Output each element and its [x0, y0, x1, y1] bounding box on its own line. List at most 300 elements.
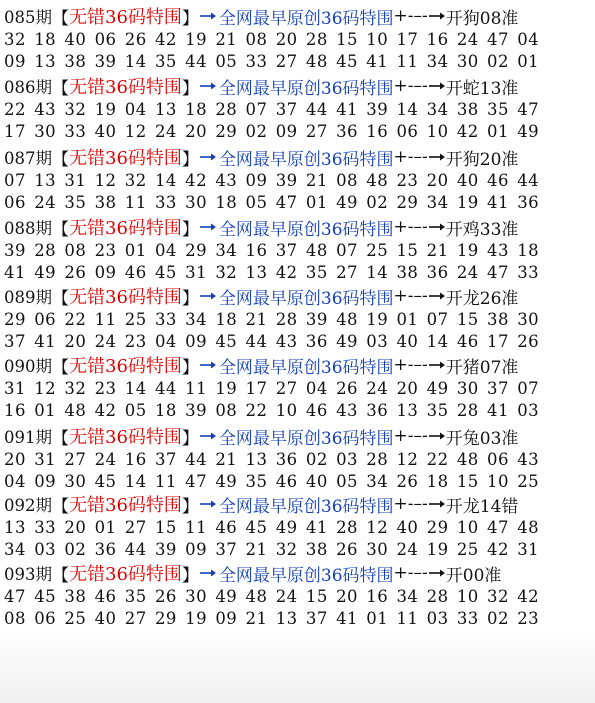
number-cell: 31	[34, 449, 57, 469]
number-cell: 41	[487, 192, 509, 212]
number-cell: 01	[305, 192, 328, 212]
number-cell: 24	[94, 331, 117, 351]
number-cell: 45	[215, 331, 238, 351]
number-cell: 21	[245, 539, 268, 559]
number-cell: 09	[185, 331, 208, 351]
number-cell: 39	[4, 240, 26, 260]
period-block	[4, 74, 592, 142]
period-header	[4, 353, 592, 377]
number-cell: 13	[154, 99, 177, 119]
number-cell: 40	[64, 29, 87, 49]
number-cell: 27	[275, 51, 298, 71]
number-cell: 04	[154, 331, 177, 351]
number-cell: 32	[124, 170, 147, 190]
number-cell: 45	[154, 262, 177, 282]
number-cell: 37	[275, 240, 298, 260]
number-cell: 26	[336, 539, 359, 559]
headline-text: 无错36码特围	[69, 287, 182, 308]
dash-text: +-–-	[393, 147, 428, 167]
bracket-left: 【	[52, 78, 69, 99]
arrow-right-icon	[428, 152, 446, 162]
bracket-right: 】	[181, 149, 199, 170]
number-cell: 30	[185, 192, 208, 212]
subtitle-text: 全网最早原创36码特围	[218, 288, 394, 309]
number-cell: 15	[456, 471, 479, 491]
number-cell: 29	[154, 608, 177, 628]
number-cell: 15	[154, 517, 177, 537]
number-cell: 28	[426, 586, 449, 606]
number-cell: 18	[154, 400, 177, 420]
number-cell: 28	[305, 29, 328, 49]
number-cell: 19	[215, 378, 238, 398]
number-cell: 12	[124, 121, 147, 141]
number-cell: 47	[275, 192, 298, 212]
subtitle-text: 全网最早原创36码特围	[218, 78, 394, 99]
arrow-right-icon	[428, 81, 446, 91]
number-cell: 38	[64, 586, 87, 606]
number-cell: 11	[185, 378, 208, 398]
period-block	[4, 353, 592, 421]
number-cell: 38	[456, 99, 479, 119]
number-cell: 20	[426, 170, 449, 190]
number-cell: 34	[366, 471, 389, 491]
number-cell: 30	[34, 121, 57, 141]
period-block	[4, 215, 592, 283]
number-cell: 11	[396, 608, 419, 628]
number-cell: 02	[366, 192, 389, 212]
number-cell: 23	[94, 240, 117, 260]
period-block	[4, 145, 592, 213]
issue-number: 087期	[4, 149, 52, 168]
number-cell: 17	[4, 121, 26, 141]
number-cell: 44	[185, 51, 208, 71]
number-cell: 32	[275, 539, 298, 559]
number-cell: 24	[94, 449, 117, 469]
number-cell: 31	[4, 378, 26, 398]
number-cell: 36	[426, 262, 449, 282]
number-cell: 20	[336, 586, 359, 606]
number-cell: 08	[64, 240, 87, 260]
number-row	[4, 120, 592, 142]
number-cell: 29	[185, 240, 208, 260]
number-cell: 04	[4, 471, 26, 491]
number-cell: 42	[456, 121, 479, 141]
number-cell: 27	[124, 608, 147, 628]
number-cell: 09	[4, 51, 26, 71]
number-cell: 02	[305, 449, 328, 469]
subtitle-text: 全网最早原创36码特围	[218, 496, 394, 517]
result-text: 开狗20准	[445, 149, 519, 170]
number-cell: 17	[487, 331, 509, 351]
number-cell: 14	[426, 331, 449, 351]
number-cell: 32	[215, 262, 238, 282]
number-cell: 18	[215, 309, 238, 329]
number-cell: 13	[34, 170, 57, 190]
issue-number: 085期	[4, 8, 52, 27]
number-cell: 49	[34, 262, 57, 282]
number-cell: 48	[517, 517, 540, 537]
number-cell: 03	[34, 539, 57, 559]
number-row	[4, 585, 592, 607]
number-cell: 49	[336, 331, 359, 351]
headline-text: 无错36码特围	[69, 148, 182, 169]
number-cell: 39	[94, 51, 117, 71]
number-cell: 44	[305, 99, 328, 119]
number-cell: 32	[487, 586, 509, 606]
number-cell: 47	[517, 99, 540, 119]
number-cell: 16	[245, 240, 268, 260]
number-cell: 28	[366, 449, 389, 469]
number-cell: 19	[456, 240, 479, 260]
number-cell: 41	[487, 400, 509, 420]
number-cell: 24	[154, 121, 177, 141]
number-row	[4, 516, 592, 538]
number-cell: 29	[4, 309, 26, 329]
number-cell: 07	[517, 378, 540, 398]
number-cell: 41	[366, 51, 389, 71]
number-cell: 48	[305, 51, 328, 71]
issue-number: 090期	[4, 357, 52, 376]
dash-text: +-–-	[393, 217, 428, 237]
number-cell: 01	[487, 121, 509, 141]
period-header	[4, 74, 592, 98]
number-cell: 29	[396, 192, 419, 212]
number-cell: 42	[185, 170, 208, 190]
number-cell: 41	[4, 262, 26, 282]
number-cell: 08	[245, 29, 268, 49]
arrow-right-icon	[199, 360, 217, 370]
number-cell: 29	[215, 121, 238, 141]
number-cell: 11	[154, 471, 177, 491]
number-cell: 43	[215, 170, 238, 190]
number-row	[4, 261, 592, 283]
number-cell: 33	[64, 121, 87, 141]
number-cell: 13	[245, 449, 268, 469]
number-row	[4, 377, 592, 399]
number-cell: 07	[4, 170, 26, 190]
number-cell: 49	[215, 586, 238, 606]
number-row	[4, 538, 592, 560]
number-cell: 14	[124, 51, 147, 71]
number-cell: 25	[64, 608, 87, 628]
issue-number: 093期	[4, 565, 52, 584]
number-cell: 24	[34, 192, 57, 212]
number-cell: 34	[426, 51, 449, 71]
number-cell: 09	[215, 608, 238, 628]
period-header	[4, 4, 592, 28]
number-cell: 40	[94, 121, 117, 141]
arrow-right-icon	[199, 291, 217, 301]
number-cell: 14	[124, 471, 147, 491]
period-header	[4, 284, 592, 308]
number-cell: 23	[94, 378, 117, 398]
number-cell: 38	[305, 539, 328, 559]
number-cell: 32	[64, 378, 87, 398]
number-cell: 02	[487, 51, 509, 71]
issue-number: 092期	[4, 496, 52, 515]
number-cell: 17	[396, 29, 419, 49]
number-cell: 38	[487, 309, 509, 329]
number-cell: 46	[305, 400, 328, 420]
number-cell: 10	[456, 517, 479, 537]
number-cell: 37	[275, 99, 298, 119]
period-header	[4, 215, 592, 239]
number-cell: 40	[305, 471, 328, 491]
result-text: 开蛇13准	[445, 78, 519, 99]
number-cell: 19	[456, 192, 479, 212]
number-cell: 42	[487, 539, 509, 559]
number-cell: 26	[517, 331, 540, 351]
number-cell: 18	[34, 29, 57, 49]
number-cell: 23	[517, 608, 540, 628]
number-cell: 26	[336, 378, 359, 398]
number-cell: 15	[336, 29, 359, 49]
number-cell: 08	[215, 400, 238, 420]
number-cell: 48	[456, 449, 479, 469]
number-cell: 11	[185, 517, 208, 537]
subtitle-text: 全网最早原创36码特围	[218, 219, 394, 240]
dash-text: +-–-	[393, 355, 428, 375]
bracket-right: 】	[181, 288, 199, 309]
number-cell: 49	[275, 517, 298, 537]
number-cell: 14	[154, 170, 177, 190]
number-cell: 21	[426, 240, 449, 260]
number-cell: 16	[366, 586, 389, 606]
number-cell: 47	[185, 471, 208, 491]
number-cell: 13	[34, 51, 57, 71]
number-row	[4, 308, 592, 330]
number-cell: 10	[275, 400, 298, 420]
number-cell: 01	[366, 608, 389, 628]
number-cell: 05	[215, 51, 238, 71]
number-cell: 37	[154, 449, 177, 469]
number-cell: 37	[215, 539, 238, 559]
number-row	[4, 191, 592, 213]
arrow-right-icon	[428, 360, 446, 370]
number-cell: 06	[487, 449, 509, 469]
number-cell: 16	[426, 29, 449, 49]
headline-text: 无错36码特围	[69, 356, 182, 377]
number-cell: 01	[396, 309, 419, 329]
number-cell: 39	[185, 400, 208, 420]
number-cell: 41	[336, 99, 359, 119]
period-header	[4, 424, 592, 448]
number-cell: 43	[275, 331, 298, 351]
number-cell: 28	[275, 309, 298, 329]
number-cell: 43	[336, 400, 359, 420]
number-cell: 02	[487, 608, 509, 628]
number-cell: 11	[94, 309, 117, 329]
number-cell: 26	[124, 29, 147, 49]
number-cell: 24	[456, 29, 479, 49]
number-cell: 37	[487, 378, 509, 398]
period-header	[4, 145, 592, 169]
number-cell: 18	[426, 471, 449, 491]
number-cell: 35	[245, 471, 268, 491]
issue-number: 086期	[4, 78, 52, 97]
number-row	[4, 399, 592, 421]
number-cell: 34	[4, 539, 26, 559]
number-row	[4, 50, 592, 72]
arrow-right-icon	[199, 152, 217, 162]
arrow-right-icon	[428, 431, 446, 441]
number-cell: 36	[94, 539, 117, 559]
number-cell: 48	[64, 400, 87, 420]
number-cell: 36	[305, 331, 328, 351]
period-block	[4, 561, 592, 629]
number-cell: 35	[426, 400, 449, 420]
number-cell: 23	[396, 170, 419, 190]
bracket-left: 【	[52, 496, 69, 517]
number-cell: 19	[426, 539, 449, 559]
number-row	[4, 169, 592, 191]
number-cell: 09	[185, 539, 208, 559]
number-cell: 13	[396, 400, 419, 420]
number-cell: 49	[426, 378, 449, 398]
number-cell: 10	[366, 29, 389, 49]
number-cell: 40	[456, 170, 479, 190]
number-cell: 06	[4, 192, 26, 212]
number-cell: 46	[215, 517, 238, 537]
number-cell: 40	[94, 608, 117, 628]
number-cell: 35	[305, 262, 328, 282]
number-cell: 49	[336, 192, 359, 212]
result-text: 开龙26准	[445, 288, 519, 309]
number-cell: 35	[154, 51, 177, 71]
number-cell: 42	[94, 400, 117, 420]
number-cell: 28	[336, 517, 359, 537]
number-cell: 04	[154, 240, 177, 260]
dash-text: +-–-	[393, 426, 428, 446]
number-cell: 42	[275, 262, 298, 282]
number-cell: 33	[517, 262, 540, 282]
period-block	[4, 284, 592, 352]
arrow-right-icon	[428, 291, 446, 301]
period-block	[4, 492, 592, 560]
number-cell: 09	[245, 170, 268, 190]
number-cell: 11	[124, 192, 147, 212]
subtitle-text: 全网最早原创36码特围	[218, 565, 394, 586]
number-cell: 18	[215, 192, 238, 212]
bracket-left: 【	[52, 219, 69, 240]
number-cell: 33	[245, 51, 268, 71]
number-cell: 14	[366, 262, 389, 282]
number-cell: 45	[94, 471, 117, 491]
number-cell: 20	[64, 517, 87, 537]
number-cell: 21	[245, 608, 268, 628]
number-cell: 47	[487, 262, 509, 282]
number-cell: 38	[64, 51, 87, 71]
arrow-right-icon	[199, 431, 217, 441]
result-text: 开00准	[445, 565, 502, 586]
number-cell: 44	[245, 331, 268, 351]
number-cell: 36	[275, 449, 298, 469]
number-cell: 36	[366, 400, 389, 420]
number-cell: 14	[124, 378, 147, 398]
number-cell: 43	[517, 449, 540, 469]
result-text: 开鸡33准	[445, 219, 519, 240]
number-cell: 46	[456, 331, 479, 351]
number-cell: 30	[185, 586, 208, 606]
number-cell: 33	[456, 608, 479, 628]
number-cell: 27	[124, 517, 147, 537]
number-cell: 30	[64, 471, 87, 491]
number-cell: 12	[366, 517, 389, 537]
number-cell: 25	[124, 309, 147, 329]
number-cell: 22	[4, 99, 26, 119]
number-cell: 13	[4, 517, 26, 537]
number-cell: 21	[215, 29, 238, 49]
number-cell: 17	[245, 378, 268, 398]
number-cell: 39	[366, 99, 389, 119]
number-cell: 25	[456, 539, 479, 559]
number-cell: 15	[396, 240, 419, 260]
number-cell: 46	[94, 586, 117, 606]
number-cell: 20	[396, 378, 419, 398]
number-row	[4, 330, 592, 352]
subtitle-text: 全网最早原创36码特围	[218, 8, 394, 29]
number-cell: 24	[396, 539, 419, 559]
bracket-left: 【	[52, 357, 69, 378]
number-cell: 03	[336, 449, 359, 469]
number-cell: 34	[396, 586, 419, 606]
arrow-right-icon	[199, 81, 217, 91]
number-cell: 45	[245, 517, 268, 537]
number-cell: 40	[396, 331, 419, 351]
number-cell: 14	[396, 99, 419, 119]
number-cell: 40	[396, 517, 419, 537]
arrow-right-icon	[428, 11, 446, 21]
number-cell: 01	[517, 51, 540, 71]
number-cell: 32	[64, 99, 87, 119]
number-cell: 25	[366, 240, 389, 260]
number-cell: 22	[245, 400, 268, 420]
arrow-right-icon	[428, 568, 446, 578]
number-cell: 18	[185, 99, 208, 119]
number-cell: 39	[154, 539, 177, 559]
bracket-right: 】	[181, 357, 199, 378]
number-cell: 23	[124, 331, 147, 351]
number-cell: 22	[64, 309, 87, 329]
headline-text: 无错36码特围	[69, 218, 182, 239]
number-cell: 20	[4, 449, 26, 469]
issue-number: 088期	[4, 219, 52, 238]
number-cell: 46	[275, 471, 298, 491]
number-cell: 45	[34, 586, 57, 606]
number-cell: 48	[305, 240, 328, 260]
number-cell: 25	[517, 471, 540, 491]
bracket-left: 【	[52, 565, 69, 586]
number-cell: 34	[185, 309, 208, 329]
number-cell: 07	[245, 99, 268, 119]
number-cell: 26	[396, 471, 419, 491]
number-cell: 21	[215, 449, 238, 469]
number-cell: 31	[185, 262, 208, 282]
number-cell: 47	[487, 29, 509, 49]
issue-number: 091期	[4, 428, 52, 447]
number-cell: 36	[336, 121, 359, 141]
number-cell: 07	[336, 240, 359, 260]
number-cell: 28	[215, 99, 238, 119]
number-cell: 19	[94, 99, 117, 119]
number-cell: 26	[154, 586, 177, 606]
number-cell: 42	[517, 586, 540, 606]
headline-text: 无错36码特围	[69, 77, 182, 98]
bracket-right: 】	[181, 496, 199, 517]
number-cell: 24	[366, 378, 389, 398]
number-cell: 09	[275, 121, 298, 141]
number-cell: 43	[34, 99, 57, 119]
